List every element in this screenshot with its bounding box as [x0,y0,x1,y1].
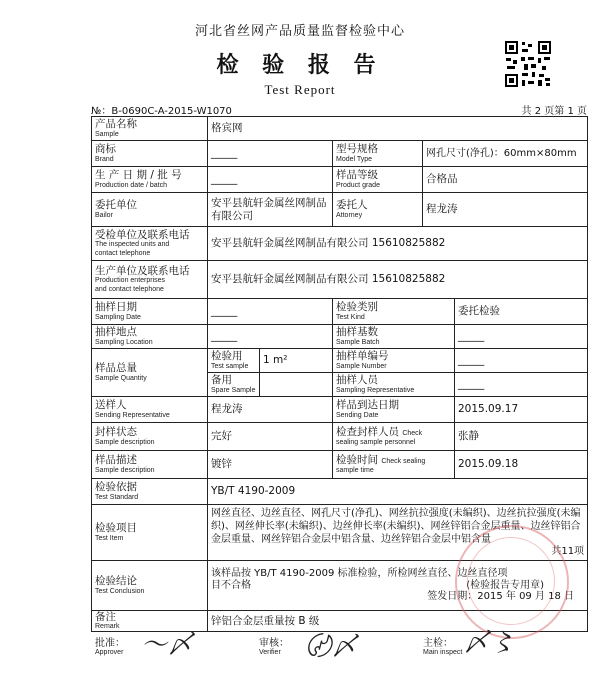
label-sample-batch: 抽样基数 [336,326,378,339]
value-sealing: 完好 [211,430,232,443]
seal-note: (检验报告专用章) [466,579,545,591]
inspector-label-en: Main inspect [423,649,463,656]
label-model: 型号规格 [336,143,378,156]
row-sampling-date [92,299,588,325]
row-sealing [92,423,588,451]
value-check-time: 2015.09.18 [458,458,519,471]
value-sampling-loc: _____ [211,330,238,343]
value-standard: YB/T 4190-2009 [211,485,296,498]
label-sampling-loc-en: Sampling Location [95,338,153,346]
row-conclusion [92,561,588,611]
report-meta [91,102,587,116]
value-sending-date: 2015.09.17 [458,403,519,416]
report-table [91,116,588,632]
value-sample: 格宾网 [211,122,243,135]
value-sampling-date: _____ [211,305,238,318]
row-quantity-a [92,349,588,373]
report-number: №：B-0690C-A-2015-W1070 [91,106,232,117]
label-producer: 生产单位及联系电话 [95,265,190,278]
label-item: 检验项目 [95,522,137,535]
label-sampling-date: 抽样日期 [95,301,137,314]
value-sampling-rep: _____ [458,378,485,391]
verifier-label-en: Verifier [259,649,281,656]
label-desc: 样品描述 [95,454,137,467]
label-grade: 样品等级 [336,169,378,182]
label-spare-sample: 备用 [211,374,232,387]
value-inspected: 安平县航轩金属丝网制品有限公司 15610825882 [211,237,446,250]
label-check-person: 检查封样人员 [336,426,399,439]
value-conclusion-1: 该样品按 YB/T 4190-2009 标准检验，所检网丝直径、边丝直径项 [211,568,508,580]
row-inspected [92,227,588,261]
label-check-time-en1: Check sealing [381,458,426,466]
row-sampling-loc [92,325,588,349]
value-items-count: 共11项 [551,546,585,558]
label-sample: 产品名称 [95,118,137,131]
label-sample-number-en: Sample Number [336,362,387,370]
approver-label: 批准： [95,638,125,649]
label-sample-en: Sample [95,130,119,138]
row-bailor [92,193,588,227]
label-bailor-en: Bailor [95,211,113,219]
label-sending-rep: 送样人 [95,399,127,412]
label-conclusion-en: Test Conclusion [95,587,145,595]
label-quantity: 样品总量 [95,362,137,375]
value-conclusion-2: 目不合格 [211,579,251,591]
label-inspected: 受检单位及联系电话 [95,229,190,242]
value-producer: 安平县航轩金属丝网制品有限公司 15610825882 [211,273,446,286]
inspector-label: 主检： [423,638,453,649]
value-test-kind: 委托检验 [458,305,500,318]
label-sample-batch-en: Sample Batch [336,338,380,346]
qr-code-icon [504,40,552,88]
label-sampling-rep-en: Sampling Representative [336,386,415,394]
label-sending-date: 样品到达日期 [336,399,399,412]
label-bailor: 委托单位 [95,199,137,212]
label-quantity-en: Sample Quantity [95,374,147,382]
label-check-time: 检验时间 [336,454,378,467]
label-prod-date: 生 产 日 期 / 批 号 [95,169,182,182]
value-test-sample: 1 m² [263,354,288,367]
label-test-kind: 检验类别 [336,301,378,314]
label-check-time-en2: sample time [336,466,374,474]
value-remark: 锌铝合金层重量按 B 级 [211,615,320,628]
label-brand: 商标 [95,143,116,156]
value-sending-rep: 程龙涛 [211,403,243,416]
approver-label-en: Approver [95,649,124,656]
row-production [92,167,588,193]
value-items: 网丝直径、边丝直径、网孔尺寸(净孔)、网丝抗拉强度(未编织)、边丝抗拉强度(未编织)、网丝伸长率(未编织)、边丝伸长率(未编织)、网丝锌铝合金层重量、边丝锌铝合金层重量、网丝锌铝合金层中铝含量、边丝锌铝合金层中铝含量 [211,508,581,546]
label-attorney-en: Attorney [336,211,363,219]
report-title-cn: 检 验 报 告 [216,53,384,78]
label-sample-number: 抽样单编号 [336,350,389,363]
label-remark-en: Remark [95,623,120,631]
label-standard: 检验依据 [95,481,137,494]
label-model-en: Model Type [336,155,373,163]
page-info: 共 2 页第 1 页 [521,106,587,117]
verifier-label: 审核： [259,638,289,649]
label-item-en: Test Item [95,534,124,542]
row-items [92,505,588,561]
label-sending-date-en: Sending Date [336,411,379,419]
value-attorney: 程龙涛 [426,203,458,216]
value-sample-batch: _____ [458,330,485,343]
signature-row [91,630,587,670]
label-sampling-rep: 抽样人员 [336,374,378,387]
label-check-person-en1: Check [402,430,423,438]
label-sealing-en: Sample description [95,438,155,446]
value-model: 网孔尺寸(净孔)：60mm×80mm [426,148,577,160]
label-spare-sample-en: Spare Sample [211,386,256,394]
row-producer [92,261,588,299]
issue-date: 签发日期：2015 年 09 月 18 日 [427,591,575,603]
value-grade: 合格品 [426,173,458,186]
row-brand [92,141,588,167]
verifier-signature: 〄〆 [305,632,358,662]
label-remark: 备注 [95,611,116,623]
report-title-en: Test Report [264,82,336,97]
label-sending-rep-en: Sending Representative [95,411,170,419]
org-name: 河北省丝网产品质量监督检验中心 [194,24,405,39]
label-producer-en2: and contact telephone [95,285,164,293]
label-desc-en: Sample description [95,466,155,474]
inspector-signature: 〆〻 [463,628,516,658]
label-check-person-en2: sealing sample personnel [336,438,416,446]
label-test-sample-en: Test sample [211,362,249,370]
value-bailor: 安平县航轩金属丝网制品有限公司 [211,197,327,222]
label-inspected-en1: The inspected units and [95,241,170,249]
label-sampling-loc: 抽样地点 [95,326,137,339]
label-brand-en: Brand [95,155,114,163]
row-description [92,451,588,479]
label-inspected-en2: contact telephone [95,249,151,257]
label-prod-date-en: Production date / batch [95,181,167,189]
approver-signature: 〜〆 [141,630,194,660]
label-producer-en1: Production enterprises [95,277,166,285]
label-attorney: 委托人 [336,199,368,212]
value-sample-number: _____ [458,354,485,367]
row-sending [92,397,588,423]
label-grade-en: Product grade [336,181,380,189]
label-sampling-date-en: Sampling Date [95,313,141,321]
row-sample [92,117,588,141]
value-desc: 镀锌 [211,458,232,471]
label-sealing: 封样状态 [95,426,137,439]
value-prod-date: _____ [211,173,238,186]
row-standard [92,479,588,505]
label-test-sample: 检验用 [211,350,243,363]
label-conclusion: 检验结论 [95,575,137,588]
value-check-person: 张静 [458,430,479,443]
label-standard-en: Test Standard [95,493,139,501]
label-test-kind-en: Test Kind [336,313,365,321]
value-brand: _____ [211,147,238,160]
